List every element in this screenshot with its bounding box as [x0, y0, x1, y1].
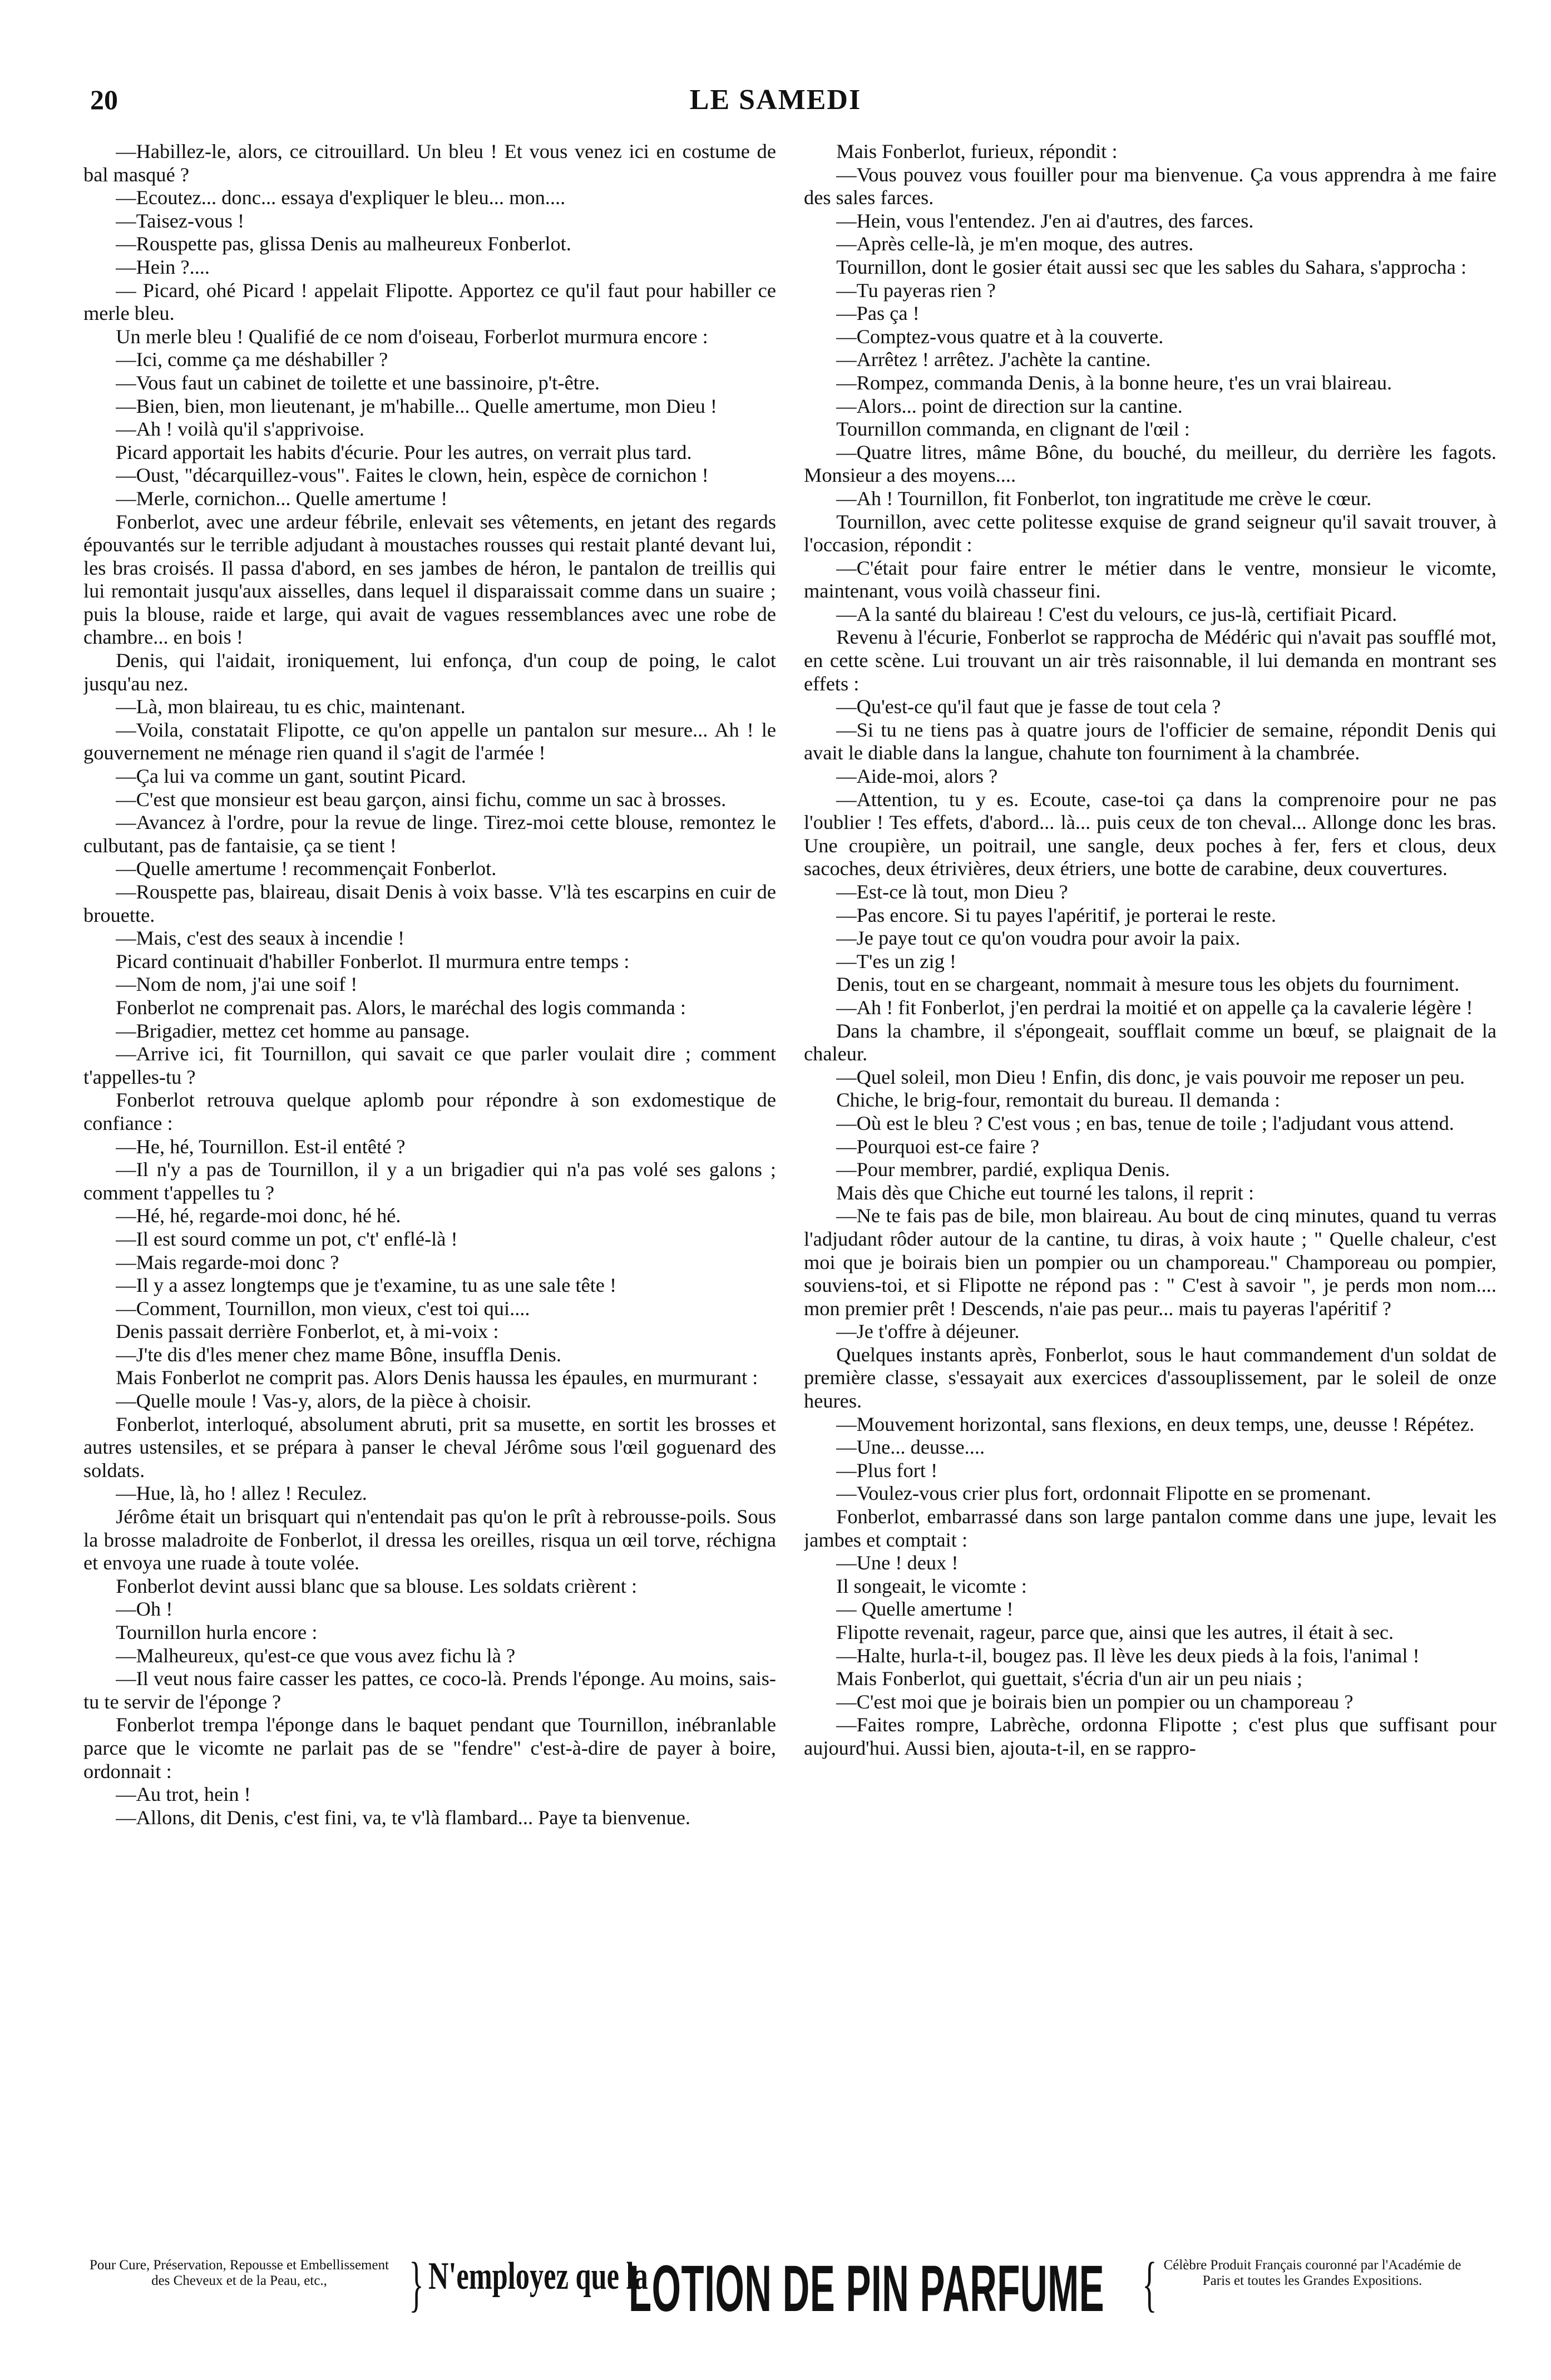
paragraph: —Oust, "décarquillez-vous". Faites le clown, hein, espèce de cornichon ! [116, 464, 709, 487]
paragraph: — Picard, ohé Picard ! appelait Flipotte. Apportez ce qu'il faut pour habiller ce merle bleu. [83, 279, 776, 325]
paragraph: Fonberlot trempa l'éponge dans le baquet pendant que Tournillon, inébranlable parce que le vicomte ne parlait pas de se "fendre" c'est-à-dire de payer à boire, ordonnait : [83, 1714, 776, 1782]
paragraph: —Là, mon blaireau, tu es chic, maintenant. [116, 695, 466, 718]
paragraph: —Une ! deux ! [836, 1552, 959, 1574]
paragraph: —Rouspette pas, glissa Denis au malheureux Fonberlot. [116, 233, 571, 255]
advertisement-banner [83, 2248, 1468, 2331]
left-column [83, 140, 776, 2211]
paragraph: Revenu à l'écurie, Fonberlot se rapprocha de Médéric qui n'avait pas soufflé mot, en cette scène. Lui trouvant un air très raisonnable, il lui demanda en montrant ses effets : [804, 626, 1496, 695]
paragraph: —Mais, c'est des seaux à incendie ! [116, 927, 405, 950]
paragraph: Denis, qui l'aidait, ironiquement, lui enfonça, d'un coup de poing, le calot jusqu'au nez. [83, 649, 776, 695]
paragraph: Fonberlot devint aussi blanc que sa blouse. Les soldats crièrent : [116, 1574, 638, 1597]
paragraph: —Vous faut un cabinet de toilette et une bassinoire, p't-être. [116, 371, 600, 394]
paragraph: Tournillon hurla encore : [116, 1621, 318, 1643]
paragraph: —Malheureux, qu'est-ce que vous avez fichu là ? [116, 1644, 516, 1667]
paragraph: Picard apportait les habits d'écurie. Pour les autres, on verrait plus tard. [116, 441, 692, 463]
paragraph: —Une... deusse.... [836, 1436, 985, 1459]
paragraph: Fonberlot, interloqué, absolument abruti, prit sa musette, en sortit les brosses et autres ustensiles, et se prépara à panser le cheval Jérôme sous l'œil goguenard des soldats. [83, 1413, 776, 1482]
paragraph: Il songeait, le vicomte : [836, 1574, 1027, 1597]
paragraph: —Pourquoi est-ce faire ? [836, 1135, 1040, 1158]
ad-right-brace: { [1142, 2250, 1157, 2318]
paragraph: —Ah ! voilà qu'il s'apprivoise. [116, 418, 364, 441]
paragraph: Fonberlot ne comprenait pas. Alors, le maréchal des logis commanda : [116, 996, 686, 1019]
paragraph: —Habillez-le, alors, ce citrouillard. Un bleu ! Et vous venez ici en costume de bal masqué ? [83, 140, 776, 186]
paragraph: —Voulez-vous crier plus fort, ordonnait Flipotte en se promenant. [836, 1482, 1371, 1505]
paragraph: —Brigadier, mettez cet homme au pansage. [116, 1019, 470, 1042]
paragraph: —Merle, cornichon... Quelle amertume ! [116, 487, 448, 510]
paragraph: —Tu payeras rien ? [836, 279, 996, 302]
paragraph: —Oh ! [116, 1598, 173, 1621]
paragraph: Flipotte revenait, rageur, parce que, ainsi que les autres, il était à sec. [836, 1621, 1394, 1643]
paragraph: —Il est sourd comme un pot, c't' enflé-là ! [116, 1227, 458, 1250]
paragraph: —Je paye tout ce qu'on voudra pour avoir la paix. [836, 927, 1241, 950]
ad-main [428, 2252, 1152, 2325]
paragraph: —Comment, Tournillon, mon vieux, c'est toi qui.... [116, 1297, 530, 1320]
paragraph: —Aide-moi, alors ? [836, 765, 998, 788]
paragraph: —Il n'y a pas de Tournillon, il y a un brigadier qui n'a pas volé ses galons ; comment t'appelles tu ? [83, 1158, 776, 1204]
paragraph: —Pour membrer, pardié, expliqua Denis. [836, 1158, 1170, 1181]
paragraph: Mais Fonberlot, qui guettait, s'écria d'un air un peu niais ; [836, 1667, 1303, 1690]
paragraph: Fonberlot, embarrassé dans son large pantalon comme dans une jupe, levait les jambes et comptait : [804, 1505, 1496, 1551]
paragraph: —Mouvement horizontal, sans flexions, en deux temps, une, deusse ! Répétez. [836, 1413, 1475, 1435]
paragraph: —Il veut nous faire casser les pattes, ce coco-là. Prends l'éponge. Au moins, sais-tu te servir de l'éponge ? [83, 1667, 776, 1713]
page-number: 20 [90, 84, 118, 115]
right-column [804, 140, 1496, 2211]
paragraph: —Il y a assez longtemps que je t'examine, tu as une sale tête ! [116, 1274, 617, 1297]
paragraph: —Avancez à l'ordre, pour la revue de linge. Tirez-moi cette blouse, remontez le culbutant, pas de fantaisie, ça se tient ! [83, 811, 776, 857]
paragraph: —A la santé du blaireau ! C'est du velours, ce jus-là, certifiait Picard. [836, 603, 1397, 625]
paragraph: Dans la chambre, il s'épongeait, soufflait comme un bœuf, se plaignait de la chaleur. [804, 1019, 1496, 1065]
paragraph: —Halte, hurla-t-il, bougez pas. Il lève les deux pieds à la fois, l'animal ! [836, 1644, 1420, 1667]
paragraph: —Quel soleil, mon Dieu ! Enfin, dis donc, je vais pouvoir me reposer un peu. [836, 1065, 1465, 1088]
paragraph: —Est-ce là tout, mon Dieu ? [836, 881, 1068, 903]
paragraph: Tournillon, dont le gosier était aussi sec que les sables du Sahara, s'approcha : [836, 255, 1467, 278]
paragraph: —Je t'offre à déjeuner. [836, 1320, 1020, 1343]
paragraph: Mais Fonberlot, furieux, répondit : [836, 140, 1118, 162]
paragraph: —Si tu ne tiens pas à quatre jours de l'officier de semaine, répondit Denis qui avait le diable dans la langue, chahute ton fourniment à la chambrée. [804, 718, 1496, 764]
paragraph: Fonberlot, avec une ardeur fébrile, enlevait ses vêtements, en jetant des regards épouvantés sur le terrible adjudant à moustaches rousses qui restait planté devant lui, les bras croisés. Il passa d'abord, en ses jambes de héron, le pantalon de treillis qui lui remontait jusqu'aux aisselles, dans lequel il disparaissait comme dans un suaire ; puis la blouse, raide et large, qui avait de vagues ressemblances avec une robe de chambre... en bois ! [83, 510, 776, 649]
paragraph: —Alors... point de direction sur la cantine. [836, 394, 1183, 417]
paragraph: —Ça lui va comme un gant, soutint Picard. [116, 765, 466, 788]
paragraph: —Qu'est-ce qu'il faut que je fasse de tout cela ? [836, 695, 1221, 718]
paragraph: —C'était pour faire entrer le métier dans le ventre, monsieur le vicomte, maintenant, vous voilà chasseur fini. [804, 556, 1496, 603]
ad-product-name: LOTION DE PIN PARFUME [629, 2252, 1105, 2325]
paragraph: —Ici, comme ça me déshabiller ? [116, 348, 388, 371]
ad-left-text: Pour Cure, Préservation, Repousse et Embellissement des Cheveux et de la Peau, etc., [89, 2258, 389, 2288]
paragraph: —Pas encore. Si tu payes l'apéritif, je porterai le reste. [836, 903, 1276, 926]
paragraph: Tournillon commanda, en clignant de l'œil : [836, 418, 1190, 441]
paragraph: —He, hé, Tournillon. Est-il entêté ? [116, 1135, 406, 1158]
paragraph: —J'te dis d'les mener chez mame Bône, insuffla Denis. [116, 1343, 561, 1366]
paragraph: Fonberlot retrouva quelque aplomb pour répondre à son exdomestique de confiance : [83, 1089, 776, 1134]
paragraph: —Hein, vous l'entendez. J'en ai d'autres, des farces. [836, 209, 1254, 232]
paragraph: Un merle bleu ! Qualifié de ce nom d'oiseau, Forberlot murmura encore : [116, 325, 708, 348]
paragraph: Quelques instants après, Fonberlot, sous le haut commandement d'un soldat de première classe, s'essayait aux exercices d'assouplissement, par le soleil de onze heures. [804, 1343, 1496, 1413]
paragraph: —Ah ! fit Fonberlot, j'en perdrai la moitié et on appelle ça la cavalerie légère ! [836, 996, 1473, 1019]
paragraph: —Arrive ici, fit Tournillon, qui savait ce que parler voulait dire ; comment t'appelles-tu ? [83, 1043, 776, 1088]
paragraph: —Pas ça ! [836, 302, 920, 325]
paragraph: —C'est moi que je boirais bien un pompier ou un champoreau ? [836, 1690, 1354, 1713]
paragraph: —Ne te fais pas de bile, mon blaireau. Au bout de cinq minutes, quand tu verras l'adjudant rôder autour de la cantine, tu diras, à voix haute ; " Quelle chaleur, c'est moi que je boirais bien un pompier ou un champoreau." Champoreau ou pompier, souviens-toi, et si Flipotte ne répond pas : " C'est à savoir ", je perds mon nom.... mon premier prêt ! Descends, n'aie pas peur... mais tu payeras l'apéritif ? [804, 1204, 1496, 1320]
paragraph: Mais dès que Chiche eut tourné les talons, il reprit : [836, 1181, 1254, 1204]
paragraph: —Rouspette pas, blaireau, disait Denis à voix basse. V'là tes escarpins en cuir de brouette. [83, 881, 776, 926]
paragraph: —Au trot, hein ! [116, 1783, 251, 1806]
paragraph: —Quatre litres, mâme Bône, du bouché, du meilleur, du derrière les fagots. Monsieur a des moyens.... [804, 441, 1496, 487]
paragraph: —Taisez-vous ! [116, 209, 245, 232]
paragraph: —Après celle-là, je m'en moque, des autres. [836, 233, 1194, 255]
paragraph: —Ecoutez... donc... essaya d'expliquer le bleu... mon.... [116, 186, 566, 209]
paragraph: —Arrêtez ! arrêtez. J'achète la cantine. [836, 348, 1151, 371]
paragraph: — Quelle amertume ! [836, 1598, 1014, 1621]
paragraph: Jérôme était un brisquart qui n'entendait pas qu'on le prît à rebrousse-poils. Sous la brosse maladroite de Fonberlot, il dressa les oreilles, risqua un œil torve, réchigna et envoya une ruade à toute volée. [83, 1505, 776, 1574]
paragraph: —Hue, là, ho ! allez ! Reculez. [116, 1482, 367, 1505]
paragraph: —Quelle moule ! Vas-y, alors, de la pièce à choisir. [116, 1390, 532, 1413]
paragraph: —Voila, constatait Flipotte, ce qu'on appelle un pantalon sur mesure... Ah ! le gouvernement ne ménage rien quand il s'agit de l'armée ! [83, 718, 776, 764]
paragraph: —Rompez, commanda Denis, à la bonne heure, t'es un vrai blaireau. [836, 371, 1392, 394]
paragraph: Denis, tout en se chargeant, nommait à mesure tous les objets du fourniment. [836, 973, 1460, 996]
running-header [83, 83, 1468, 122]
paragraph: —Hein ?.... [116, 255, 210, 278]
paragraph: —C'est que monsieur est beau garçon, ainsi fichu, comme un sac à brosses. [116, 788, 727, 811]
paragraph: Chiche, le brig-four, remontait du bureau. Il demanda : [836, 1089, 1281, 1112]
ad-right-text: Célèbre Produit Français couronné par l'Académie de Paris et toutes les Grandes Expositions. [1163, 2258, 1461, 2288]
paragraph: —Plus fort ! [836, 1459, 938, 1482]
paragraph: —Mais regarde-moi donc ? [116, 1251, 339, 1273]
paragraph: —Bien, bien, mon lieutenant, je m'habille... Quelle amertume, mon Dieu ! [116, 394, 718, 417]
paragraph: Denis passait derrière Fonberlot, et, à mi-voix : [116, 1320, 499, 1343]
paragraph: —Comptez-vous quatre et à la couverte. [836, 325, 1164, 348]
paragraph: —Ah ! Tournillon, fit Fonberlot, ton ingratitude me crève le cœur. [836, 487, 1372, 510]
paragraph: —Allons, dit Denis, c'est fini, va, te v'là flambard... Paye ta bienvenue. [116, 1806, 691, 1829]
paragraph: —Hé, hé, regarde-moi donc, hé hé. [116, 1204, 401, 1227]
ad-slogan: N'employez que la [428, 2255, 648, 2298]
paragraph: —Quelle amertume ! recommençait Fonberlot. [116, 857, 497, 880]
paragraph: Tournillon, avec cette politesse exquise de grand seigneur qu'il savait trouver, à l'occasion, répondit : [804, 510, 1496, 556]
paragraph: —Vous pouvez vous fouiller pour ma bienvenue. Ça vous apprendra à me faire des sales farces. [804, 163, 1496, 209]
paragraph: —Attention, tu y es. Ecoute, case-toi ça dans la comprenoire pour ne pas l'oublier ! Tes effets, d'abord... là... puis ceux de ton cheval... Allonge donc les bras. Une croupière, un poitrail, une sangle, deux poches à fer, fers et clous, deux sacoches, deux étrivières, deux étriers, une botte de carabine, deux couvertures. [804, 788, 1496, 880]
ad-left-brace: } [409, 2250, 424, 2318]
journal-title: LE SAMEDI [689, 84, 862, 116]
paragraph: —Nom de nom, j'ai une soif ! [116, 973, 358, 996]
paragraph: Picard continuait d'habiller Fonberlot. Il murmura entre temps : [116, 950, 630, 972]
paragraph: —Faites rompre, Labrèche, ordonna Flipotte ; c'est plus que suffisant pour aujourd'hui. Aussi bien, ajouta-t-il, en se rappro- [804, 1714, 1496, 1759]
paragraph: Mais Fonberlot ne comprit pas. Alors Denis haussa les épaules, en murmurant : [116, 1366, 758, 1389]
paragraph: —Où est le bleu ? C'est vous ; en bas, tenue de toile ; l'adjudant vous attend. [836, 1112, 1454, 1134]
paragraph: —T'es un zig ! [836, 950, 956, 972]
